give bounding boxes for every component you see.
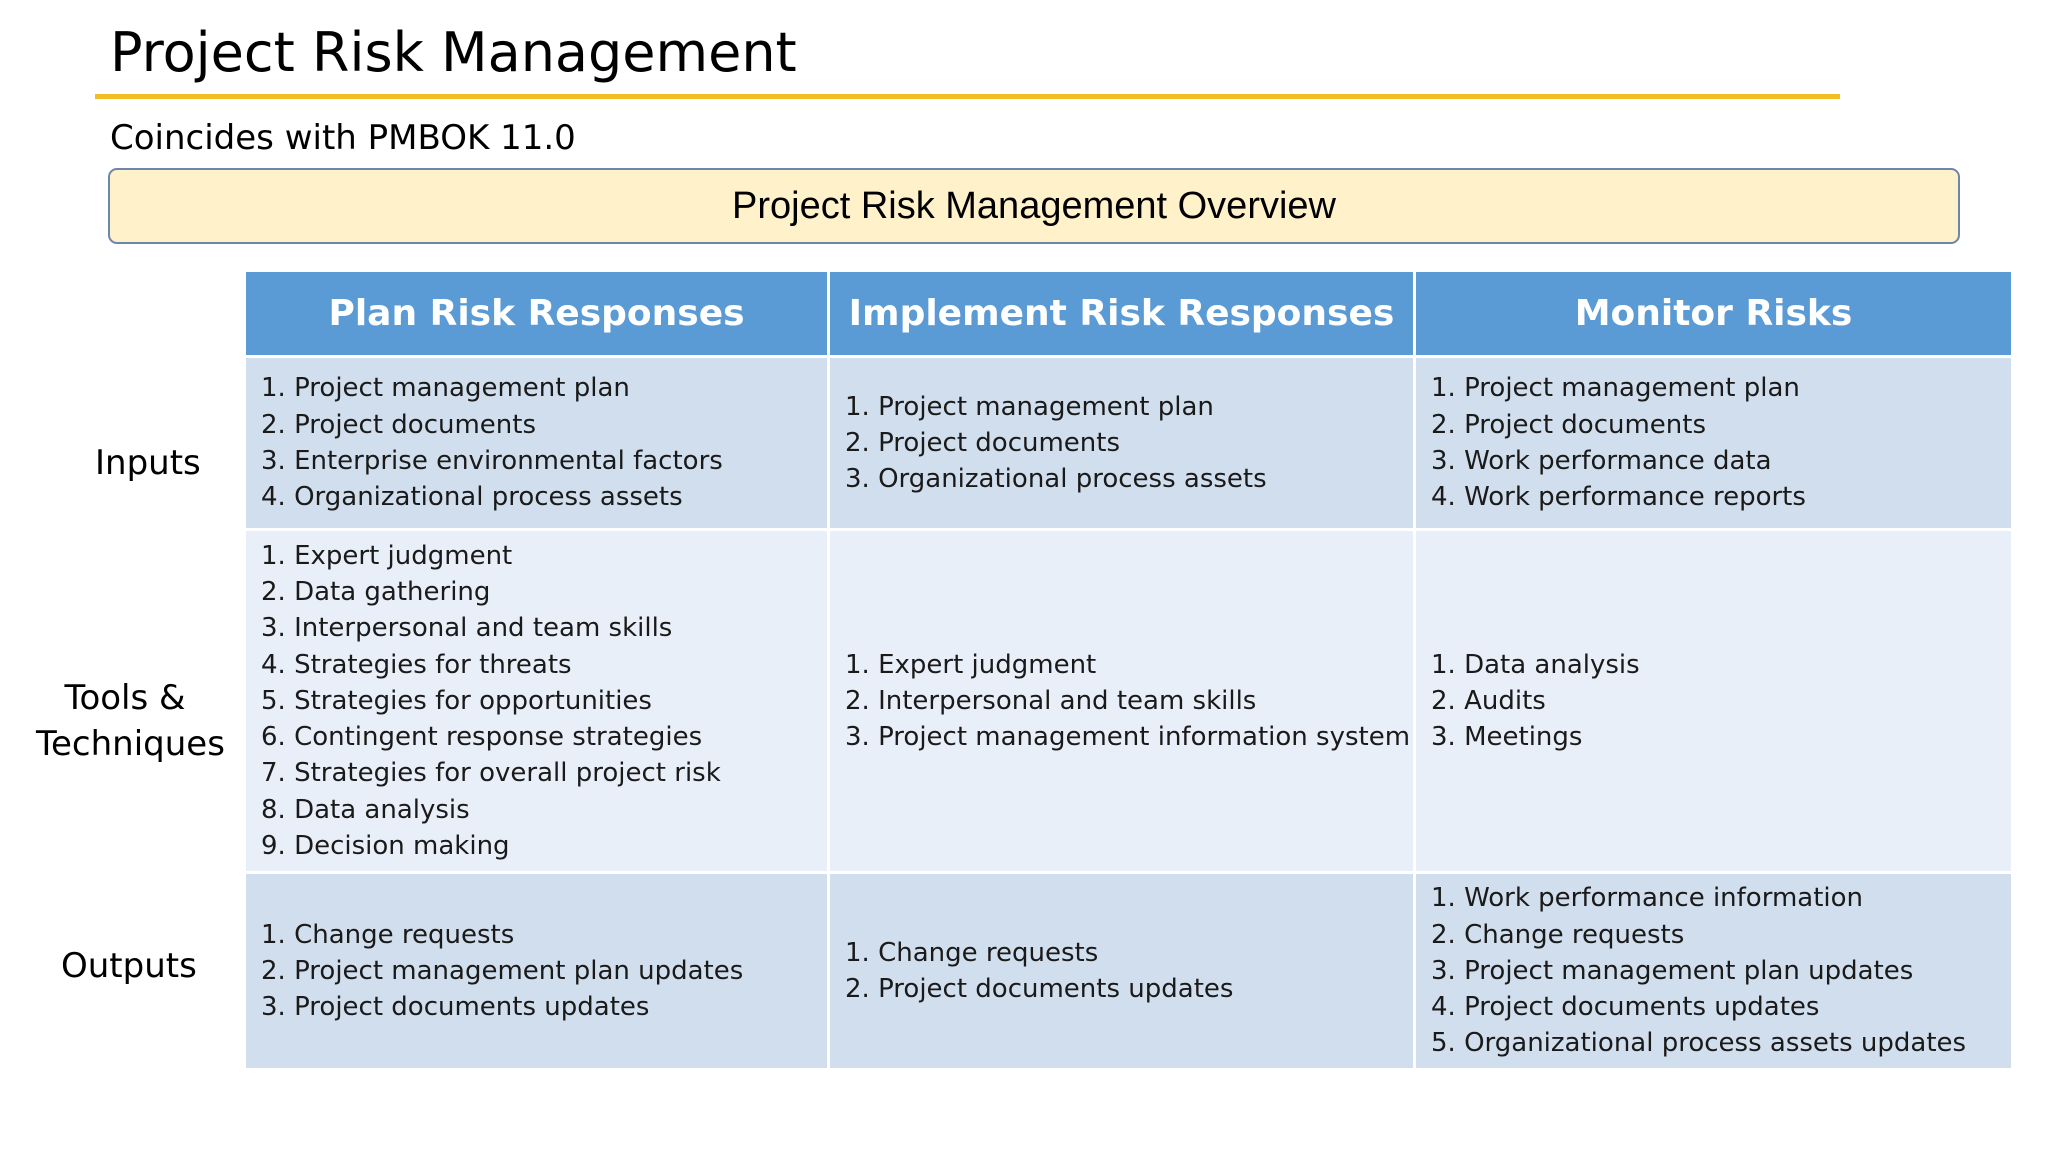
row-label-inputs: Inputs (95, 443, 201, 483)
column-header-implement-risk-responses: Implement Risk Responses (830, 272, 1413, 355)
list-item: 1. Project management plan (845, 391, 1214, 422)
list-item: 4. Work performance reports (1431, 482, 1806, 513)
cell-outputs-implement-risk-responses (830, 874, 1413, 1068)
list-item: 3. Interpersonal and team skills (261, 613, 673, 644)
row-label-tools-techniques (36, 675, 225, 767)
cell-tools-techniques-monitor-risks (1416, 531, 2011, 871)
list-item: 1. Expert judgment (261, 540, 513, 571)
overview-banner: Project Risk Management Overview (108, 168, 1960, 244)
list-item: 2. Change requests (1431, 919, 1685, 950)
cell-outputs-monitor-risks (1416, 874, 2011, 1068)
list-item: 3. Meetings (1431, 722, 1583, 753)
list-item: 1. Change requests (845, 937, 1099, 968)
list-item: 6. Contingent response strategies (261, 722, 703, 753)
cell-outputs-plan-risk-responses (246, 874, 827, 1068)
cell-inputs-monitor-risks (1416, 358, 2011, 528)
column-header-plan-risk-responses: Plan Risk Responses (246, 272, 827, 355)
row-label-tools-line1: Tools & (64, 678, 186, 718)
list-item: 2. Project documents (261, 409, 537, 440)
slide-title: Project Risk Management (110, 21, 797, 84)
list-item: 2. Data gathering (261, 576, 491, 607)
list-item: 4. Strategies for threats (261, 649, 572, 680)
list-item: 4. Project documents updates (1431, 992, 1820, 1023)
list-item: 2. Interpersonal and team skills (845, 685, 1257, 716)
list-item: 9. Decision making (261, 831, 510, 862)
list-item: 1. Work performance information (1431, 883, 1864, 914)
list-item: 7. Strategies for overall project risk (261, 758, 721, 789)
list-item: 2. Project documents (845, 427, 1121, 458)
row-label-outputs: Outputs (61, 946, 197, 986)
list-item: 5. Strategies for opportunities (261, 685, 652, 716)
list-item: 4. Organizational process assets (261, 482, 683, 513)
list-item: 2. Audits (1431, 685, 1546, 716)
list-item: 3. Organizational process assets (845, 464, 1267, 495)
list-item: 3. Project documents updates (261, 992, 650, 1023)
list-item: 5. Organizational process assets updates (1431, 1028, 1967, 1059)
list-item: 3. Work performance data (1431, 446, 1772, 476)
list-item: 3. Project management plan updates (1431, 955, 1914, 986)
list-item: 1. Project management plan (1431, 373, 1800, 404)
row-label-tools-line2: Techniques (36, 724, 225, 764)
list-item: 1. Project management plan (261, 373, 630, 404)
slide-subtitle: Coincides with PMBOK 11.0 (110, 118, 576, 158)
list-item: 1. Data analysis (1431, 649, 1640, 680)
column-header-monitor-risks: Monitor Risks (1416, 272, 2011, 355)
title-underline (95, 94, 1840, 99)
list-item: 8. Data analysis (261, 794, 470, 825)
list-item: 2. Project documents updates (845, 974, 1234, 1004)
cell-inputs-implement-risk-responses (830, 358, 1413, 528)
cell-inputs-plan-risk-responses (246, 358, 827, 528)
list-item: 3. Project management information system (845, 722, 1411, 753)
itto-table (246, 272, 2011, 1068)
list-item: 3. Enterprise environmental factors (261, 446, 723, 476)
cell-tools-techniques-plan-risk-responses (246, 531, 827, 871)
list-item: 1. Expert judgment (845, 649, 1097, 680)
list-item: 2. Project management plan updates (261, 955, 744, 986)
list-item: 1. Change requests (261, 919, 515, 950)
cell-tools-techniques-implement-risk-responses (830, 531, 1413, 871)
list-item: 2. Project documents (1431, 409, 1707, 440)
